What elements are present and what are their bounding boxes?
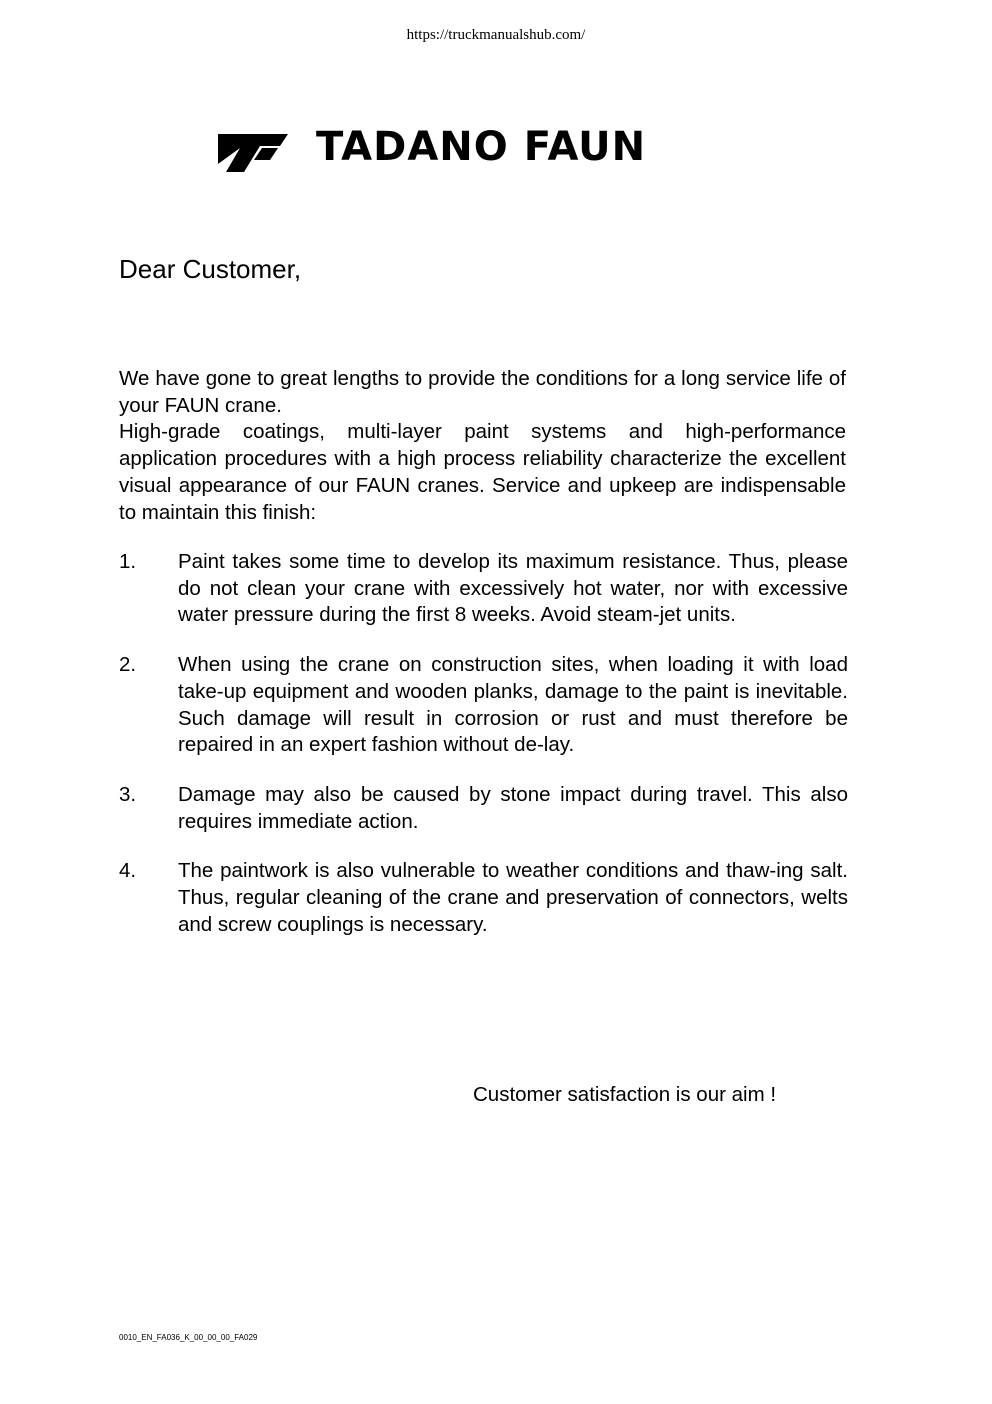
logo-wordmark: TADANO FAUN [316, 124, 647, 170]
header-url: https://truckmanualshub.com/ [406, 27, 586, 43]
intro-paragraph [119, 366, 846, 526]
list-item-text: The paintwork is also vulnerable to weather conditions and thaw-ing salt. Thus, regular cleaning of the crane and preservation of connectors, welts and screw couplings is necessary. [178, 859, 848, 936]
list-item-number: 3. [119, 782, 137, 806]
list-item [119, 652, 848, 759]
document-code: 0010_EN_FA036_K_00_00_00_FA029 [119, 1333, 258, 1342]
list-item-number: 1. [119, 550, 137, 573]
greeting: Dear Customer, [119, 254, 302, 284]
list-item-text: Damage may also be caused by stone impact during travel. This also requires immediate action. [178, 782, 848, 833]
list-item [119, 782, 848, 835]
list-item [119, 549, 848, 629]
list-item-number: 2. [119, 653, 137, 677]
intro-line: We have gone to great lengths to provide the conditions for a long service life of your FAUN crane. [119, 367, 846, 417]
list-item-text: Paint takes some time to develop its maximum resistance. Thus, please do not clean your crane with excessively hot water, nor with excessive water pressure during the first 8 weeks. Avoid steam-jet units. [178, 550, 848, 627]
intro-line: High-grade coatings, multi-layer paint systems and high-performance application procedures with a high process reliability characterize the excellent visual appearance of our FAUN cranes. Service and upkeep are indispensable to maintain this finish: [119, 420, 846, 524]
brand-logo [218, 124, 778, 174]
tadano-faun-logo-mark [218, 124, 778, 174]
list-item-text: When using the crane on construction sites, when loading it with load take-up equipment and wooden planks, damage to the paint is inevitable. Such damage will result in corrosion or rust and must therefore be repaired in an expert fashion without de-lay. [178, 653, 848, 757]
care-instructions-list [119, 549, 848, 961]
list-item-number: 4. [119, 859, 137, 883]
closing-line: Customer satisfaction is our aim ! [473, 1083, 777, 1106]
list-item [119, 858, 848, 938]
